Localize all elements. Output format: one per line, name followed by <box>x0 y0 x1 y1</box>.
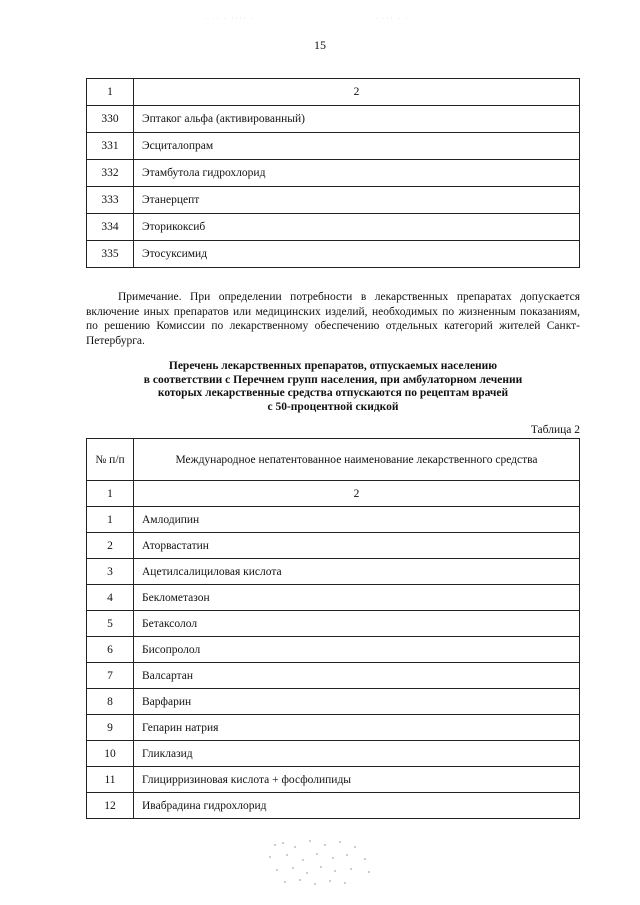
drug-name: Эторикоксиб <box>134 214 580 241</box>
row-number: 330 <box>87 106 134 133</box>
table-row <box>87 106 580 133</box>
table-header-row <box>87 439 580 481</box>
row-number: 333 <box>87 187 134 214</box>
row-number: 3 <box>87 559 134 585</box>
table-row <box>87 585 580 611</box>
table-row <box>87 715 580 741</box>
drug-name: Этосуксимид <box>134 241 580 268</box>
row-number: 11 <box>87 767 134 793</box>
drug-table-continued <box>86 78 580 268</box>
column-header-name: Международное непатентованное наименование лекарственного средства <box>134 439 580 481</box>
row-number: 9 <box>87 715 134 741</box>
section-heading <box>86 360 580 414</box>
table-row <box>87 507 580 533</box>
drug-name: Ивабрадина гидрохлорид <box>134 793 580 819</box>
table-row <box>87 214 580 241</box>
table-row <box>87 741 580 767</box>
row-number: 12 <box>87 793 134 819</box>
drug-name: Гликлазид <box>134 741 580 767</box>
drug-name: Глицирризиновая кислота + фосфолипиды <box>134 767 580 793</box>
table-row <box>87 559 580 585</box>
drug-name: Бисопролол <box>134 637 580 663</box>
column-number: 2 <box>134 79 580 106</box>
table-row <box>87 611 580 637</box>
table-row <box>87 241 580 268</box>
drug-name: Эптаког альфа (активированный) <box>134 106 580 133</box>
drug-name: Ацетилсалициловая кислота <box>134 559 580 585</box>
table-row <box>87 533 580 559</box>
column-number: 1 <box>87 481 134 507</box>
table-row <box>87 663 580 689</box>
row-number: 4 <box>87 585 134 611</box>
table-row <box>87 767 580 793</box>
table-subheader-row <box>87 481 580 507</box>
row-number: 7 <box>87 663 134 689</box>
drug-name: Этамбутола гидрохлорид <box>134 160 580 187</box>
row-number: 5 <box>87 611 134 637</box>
drug-name: Варфарин <box>134 689 580 715</box>
row-number: 6 <box>87 637 134 663</box>
row-number: 2 <box>87 533 134 559</box>
drug-name: Эсциталопрам <box>134 133 580 160</box>
table-row <box>87 689 580 715</box>
table-row <box>87 133 580 160</box>
row-number: 335 <box>87 241 134 268</box>
column-number: 1 <box>87 79 134 106</box>
row-number: 8 <box>87 689 134 715</box>
drug-name: Беклометазон <box>134 585 580 611</box>
heading-line: Перечень лекарственных препаратов, отпускаемых населению <box>168 360 498 372</box>
drug-name: Бетаксолол <box>134 611 580 637</box>
drug-name: Амлодипин <box>134 507 580 533</box>
table-row <box>87 160 580 187</box>
row-number: 10 <box>87 741 134 767</box>
drug-table <box>86 438 580 819</box>
row-number: 331 <box>87 133 134 160</box>
table-label: Таблица 2 <box>530 424 580 436</box>
page-number: 15 <box>314 38 326 52</box>
heading-line: в соответствии с Перечнем групп населения, при амбулаторном лечении <box>143 373 523 386</box>
row-number: 332 <box>87 160 134 187</box>
table-row <box>87 637 580 663</box>
scan-noise: · ·· · ···· · <box>205 16 255 22</box>
drug-name: Этанерцепт <box>134 187 580 214</box>
heading-line: которых лекарственные средства отпускаются по рецептам врачей <box>157 387 509 399</box>
note-paragraph: Примечание. При определении потребности в лекарственных препаратах допускается включение иных препаратов или медицинских изделий, необходимых по жизненным показаниям, по решению Комиссии по лекарственному обеспечению отдельных категорий жителей Санкт-Петербурга. <box>86 291 580 347</box>
table-header-row <box>87 79 580 106</box>
heading-line: с 50-процентной скидкой <box>267 400 399 413</box>
table-row <box>87 187 580 214</box>
drug-name: Аторвастатин <box>134 533 580 559</box>
row-number: 334 <box>87 214 134 241</box>
watermark-pattern <box>255 835 385 890</box>
table-row <box>87 793 580 819</box>
drug-name: Валсартан <box>134 663 580 689</box>
column-header-number: № п/п <box>87 439 134 481</box>
scan-noise: · ··· · · <box>375 16 410 22</box>
column-number: 2 <box>134 481 580 507</box>
drug-name: Гепарин натрия <box>134 715 580 741</box>
row-number: 1 <box>87 507 134 533</box>
